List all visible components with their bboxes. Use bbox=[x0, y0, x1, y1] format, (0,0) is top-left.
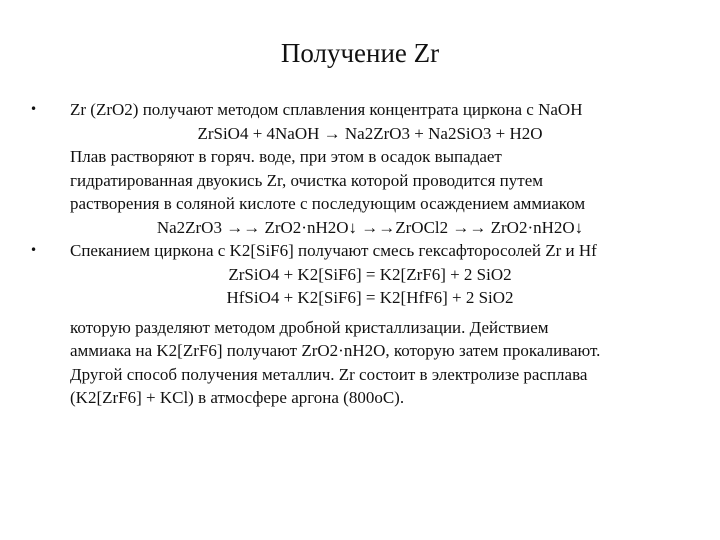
paragraph-line: гидратированная двуокись Zr, очистка которой проводится путем bbox=[70, 170, 544, 190]
slide-body bbox=[0, 98, 720, 410]
equation-zr: ZrSiO4 + K2[SiF6] = K2[ZrF6] + 2 SiO2 bbox=[228, 264, 512, 284]
item-1-text: Zr (ZrO2) получают методом сплавления концентрата циркона с NaOH bbox=[70, 100, 583, 119]
paragraph-line: (K2[ZrF6] + KCl) в атмосфере аргона (800oC). bbox=[70, 388, 405, 407]
paragraph-line: Другой способ получения металлич. Zr состоит в электролизе расплава bbox=[70, 364, 588, 384]
paragraph-line: растворения в соляной кислоте с последующим осаждением аммиаком bbox=[70, 194, 586, 213]
paragraph-line: которую разделяют методом дробной кристаллизации. Действием bbox=[70, 317, 549, 337]
bullet-item-1-first-line bbox=[0, 98, 720, 122]
bullet-icon: • bbox=[30, 102, 38, 116]
equation-1: ZrSiO4 + 4NaOH → Na2ZrO3 + Na2SiO3 + H2O bbox=[197, 123, 543, 143]
item-2-text: Спеканием циркона с K2[SiF6] получают смесь гексафторосолей Zr и Hf bbox=[70, 241, 597, 260]
slide-title: Получение Zr bbox=[280, 38, 440, 68]
reaction-scheme: Na2ZrO3 →→ ZrO2·nH2O↓ →→ZrOCl2 →→ ZrO2·nH2O↓ bbox=[156, 217, 584, 237]
bullet-icon: • bbox=[30, 243, 38, 257]
paragraph-line: аммиака на K2[ZrF6] получают ZrO2·nH2O, которую затем прокаливают. bbox=[70, 341, 601, 360]
bullet-item-2-first-line bbox=[0, 239, 720, 263]
paragraph-line: Плав растворяют в горяч. воде, при этом в осадок выпадает bbox=[70, 147, 502, 166]
equation-hf: HfSiO4 + K2[SiF6] = K2[HfF6] + 2 SiO2 bbox=[226, 288, 514, 307]
